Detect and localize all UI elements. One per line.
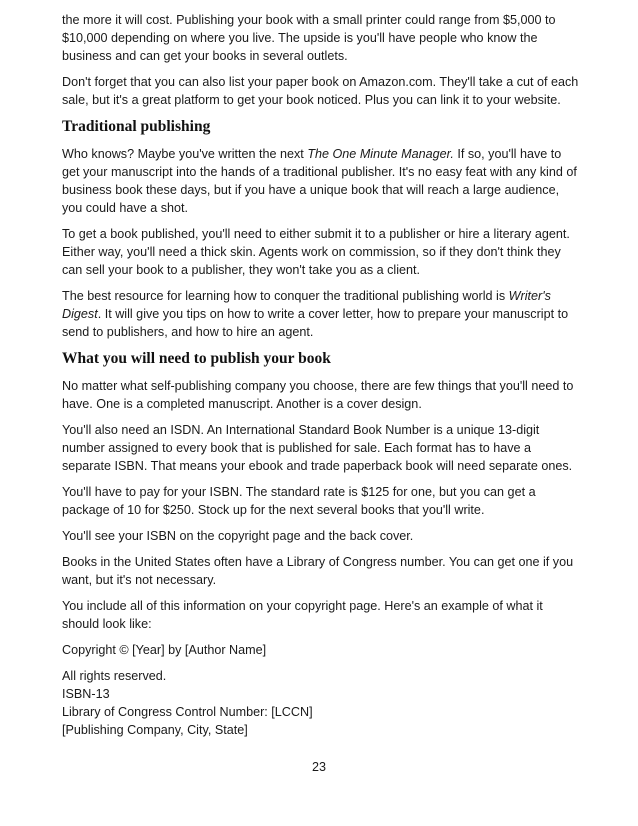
paragraph-need-4: You'll see your ISBN on the copyright page and the back cover. xyxy=(62,529,414,543)
paragraph-traditional-3 xyxy=(62,287,582,341)
copyright-example-block xyxy=(62,667,582,739)
document-page xyxy=(62,11,582,739)
paragraph-need-5: Books in the United States often have a Library of Congress number. You can get one if you want, but it's not necessary. xyxy=(62,555,574,587)
copyright-example-line: Copyright © [Year] by [Author Name] xyxy=(62,643,267,657)
paragraph-need-3: You'll have to pay for your ISBN. The standard rate is $125 for one, but you can get a package of 10 for $250. Stock up for the next several books that you'll write. xyxy=(62,485,536,517)
paragraph-traditional-2: To get a book published, you'll need to either submit it to a publisher or hire a literary agent. Either way, you'll need a thick skin. Agents work on commission, so if they don't think they can sell your book to a publisher, they won't take you as a client. xyxy=(62,227,570,277)
paragraph-need-1: No matter what self-publishing company you choose, there are few things that you'll need to have. One is a completed manuscript. Another is a cover design. xyxy=(62,379,574,411)
paragraph-need-6: You include all of this information on your copyright page. Here's an example of what it should look like: xyxy=(62,599,543,631)
paragraph-intro-1: the more it will cost. Publishing your book with a small printer could range from $5,000 to $10,000 depending on where you live. The upside is you'll have people who know the business and can get your books in several outlets. xyxy=(62,13,556,63)
example-line: [Publishing Company, City, State] xyxy=(62,723,248,737)
heading-traditional-publishing: Traditional publishing xyxy=(62,118,211,135)
book-title-italic: The One Minute Manager. xyxy=(307,147,454,161)
example-line: ISBN-13 xyxy=(62,687,110,701)
publication-title-italic: Writer's Digest xyxy=(62,289,551,321)
text-segment: Who knows? Maybe you've written the next xyxy=(62,147,308,161)
example-line: Library of Congress Control Number: [LCCN] xyxy=(62,705,313,719)
paragraph-need-2: You'll also need an ISDN. An International Standard Book Number is a unique 13-digit number assigned to every book that is published for sale. Each format has to have a separate ISBN. That means your ebook and trade paperback book will need separate ones. xyxy=(62,423,573,473)
heading-what-you-need: What you will need to publish your book xyxy=(62,350,331,367)
paragraph-traditional-1 xyxy=(62,145,582,217)
text-segment: . It will give you tips on how to write a cover letter, how to prepare your manuscript to send to publishers, and how to hire an agent. xyxy=(62,307,569,339)
example-line: All rights reserved. xyxy=(62,669,167,683)
page-number: 23 xyxy=(311,760,326,774)
text-segment: If so, you'll have to get your manuscript into the hands of a traditional publisher. It's no easy feat with any kind of business book these days, but if you have a unique book that will reach a large audience, you could have a shot. xyxy=(62,147,577,215)
text-segment: The best resource for learning how to conquer the traditional publishing world is xyxy=(62,289,509,303)
paragraph-intro-2: Don't forget that you can also list your paper book on Amazon.com. They'll take a cut of each sale, but it's a great platform to get your book noticed. Plus you can link it to your website. xyxy=(62,75,579,107)
